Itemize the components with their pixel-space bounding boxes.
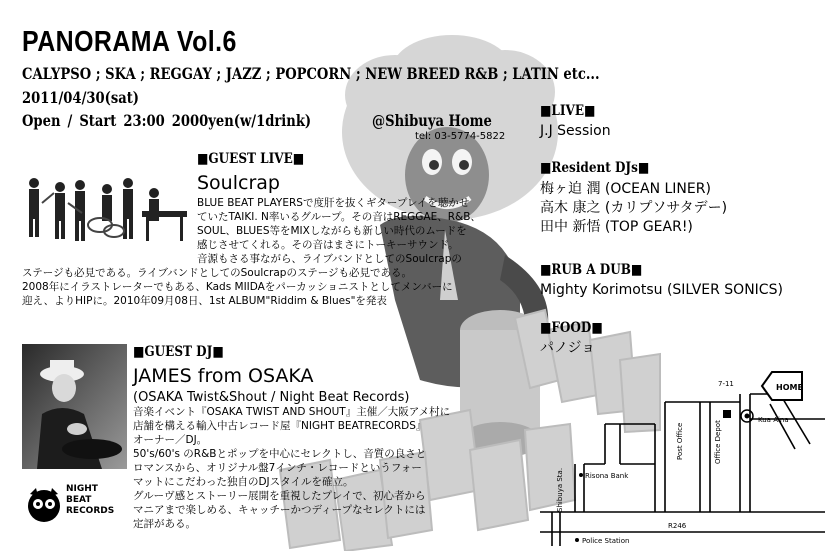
bio-line: 定評がある。	[133, 518, 196, 530]
resident-dj: 田中 新悟 (TOP GEAR!)	[540, 219, 693, 235]
event-times: Open / Start 23:00 2000yen(w/1drink)	[22, 111, 312, 130]
logo-line: RECORDS	[66, 506, 115, 516]
map-shibuya-sta: Shibuya Sta.	[556, 467, 564, 512]
map-office-depot: Office Depot	[714, 420, 722, 464]
live-value: J.J Session	[540, 123, 611, 139]
dj-photo	[22, 344, 127, 469]
bio-line: ロマンスから、オリジナル盤7インチ・レコードというフォー	[133, 462, 422, 474]
bio-line: ていたTAIKI. N率いるグループ。その音はREGGAE、R&B、	[197, 211, 481, 223]
bio-line: 音楽イベント『OSAKA TWIST AND SHOUT』主催／大阪アメ村に	[133, 406, 451, 418]
bio-line: 店舗を構える輸入中古レコード屋『NIGHT BEATRECORDS』	[133, 420, 427, 432]
live-heading: ■LIVE■	[540, 103, 596, 119]
bio-line: 50's/60's のR&Bとポップを中心にセレクトし、音質の良さと	[133, 448, 427, 460]
map-home-label: HOME	[776, 383, 803, 392]
bio-line: ステージも必見である。ライブバンドとしてのSoulcrapのステージも必見である。	[22, 267, 413, 279]
genre-list: CALYPSO ; SKA ; REGGAY ; JAZZ ; POPCORN ; NEW BREED R&B ; LATIN etc...	[22, 64, 600, 83]
owl-icon	[24, 484, 64, 524]
map-risona: Risona Bank	[585, 472, 629, 480]
food-value: パノジョ	[540, 340, 596, 356]
map-kua-aina: Kua Aina	[758, 416, 789, 424]
store-marker-icon	[723, 410, 731, 418]
bio-line: SOUL、BLUES等をMIXしながらも新しい時代のムードを	[197, 225, 467, 237]
event-title: PANORAMA Vol.6	[22, 26, 237, 58]
resident-list	[540, 180, 727, 237]
access-map	[540, 364, 825, 546]
guest-dj-bio	[133, 405, 450, 531]
guest-dj-name: JAMES from OSAKA	[133, 365, 314, 387]
bio-line: グルーヴ感とストーリー展開を重視したプレイで、初心者から	[133, 490, 426, 502]
guest-live-name: Soulcrap	[197, 172, 280, 194]
event-date: 2011/04/30(sat)	[22, 88, 139, 107]
guest-dj-heading: ■GUEST DJ■	[133, 344, 224, 360]
resident-dj: 梅ヶ迫 潤 (OCEAN LINER)	[540, 181, 711, 197]
venue-phone: tel: 03-5774-5822	[415, 131, 506, 142]
map-post-office: Post Office	[676, 422, 684, 460]
bio-line: BLUE BEAT PLAYERSで度肝を抜くギタープレイを聴かせ	[197, 197, 470, 209]
bio-line: オーナー／DJ。	[133, 434, 208, 446]
resident-heading: ■Resident DJs■	[540, 160, 650, 176]
bio-line: マニアまで楽しめる、キャッチーかつディープなセレクトには	[133, 504, 426, 516]
bio-line: マットにこだわった独自のDJスタイルを確立。	[133, 476, 354, 488]
bio-line: 音源もさる事ながら、ライブバンドとしてのSoulcrapの	[197, 253, 462, 265]
map-r246: R246	[668, 522, 687, 530]
bio-line: 迎え、よりHIPに。2010年09月08日、1st ALBUM"Riddim & Blues"を発表	[22, 295, 387, 307]
rub-heading: ■RUB A DUB■	[540, 262, 643, 278]
guest-live-heading: ■GUEST LIVE■	[197, 151, 305, 167]
logo-line: BEAT	[66, 495, 92, 505]
bio-line: 2008年にイラストレーターでもある、Kads MIIDAをパーカッショニストとしてメンバーに	[22, 281, 453, 293]
logo-line: NIGHT	[66, 484, 98, 494]
bio-line: 感じさせてくれる。その音はまさにトーキーサウンド。	[197, 239, 459, 251]
food-heading: ■FOOD■	[540, 320, 603, 336]
resident-dj: 高木 康之 (カリプソサタデー)	[540, 200, 728, 216]
guest-dj-affiliation: (OSAKA Twist&Shout / Night Beat Records)	[133, 390, 410, 405]
map-police: Police Station	[582, 537, 630, 545]
guest-live-bio-wide	[22, 266, 453, 308]
night-beat-logo	[22, 482, 122, 526]
guest-live-bio	[197, 196, 481, 266]
band-photo	[22, 163, 192, 255]
map-7-11: 7-11	[718, 380, 734, 388]
rub-value: Mighty Korimotsu (SILVER SONICS)	[540, 282, 783, 298]
venue-name: @Shibuya Home	[372, 111, 492, 130]
